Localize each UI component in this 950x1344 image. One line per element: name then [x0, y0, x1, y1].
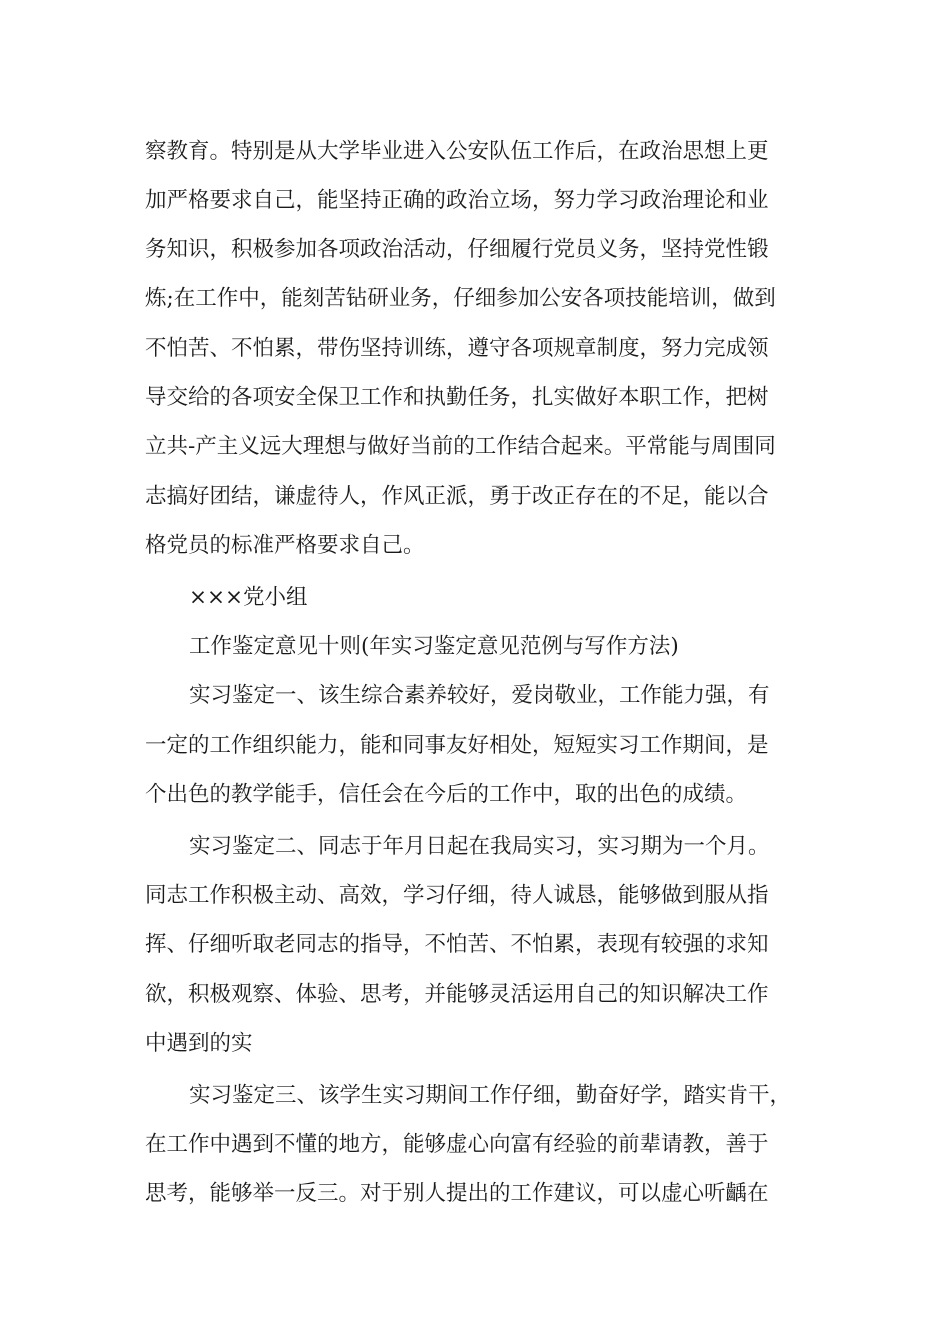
- text-line: 一定的工作组织能力，能和同事友好相处，短短实习工作期间，是: [145, 733, 769, 758]
- text-line: 个出色的教学能手，信任会在今后的工作中，取的出色的成绩。: [145, 782, 748, 807]
- text-line: 务知识，积极参加各项政治活动，仔细履行党员义务，坚持党性锻: [145, 237, 769, 262]
- text-line: 志搞好团结，谦虚待人，作风正派，勇于改正存在的不足，能以合: [145, 484, 769, 509]
- text-line: 中遇到的实: [145, 1031, 253, 1056]
- signature-party-group: ×××党小组: [189, 585, 308, 610]
- section-heading: 工作鉴定意见十则(年实习鉴定意见范例与写作方法): [189, 634, 679, 659]
- text-line: 挥、仔细听取老同志的指导，不怕苦、不怕累，表现有较强的求知: [145, 932, 769, 957]
- text-line: 同志工作积极主动、高效，学习仔细，待人诚恳，能够做到服从指: [145, 883, 769, 908]
- text-line: 思考，能够举一反三。对于别人提出的工作建议，可以虚心听齲在: [145, 1181, 769, 1206]
- text-line: 实习鉴定二、同志于年月日起在我局实习，实习期为一个月。: [189, 834, 770, 859]
- text-line: 立共-产主义远大理想与做好当前的工作结合起来。平常能与周围同: [145, 434, 776, 459]
- text-line: 欲，积极观察、体验、思考，并能够灵活运用自己的知识解决工作: [145, 982, 769, 1007]
- text-line: 实习鉴定一、该生综合素养较好，爱岗敬业，工作能力强，有: [189, 683, 770, 708]
- text-line: 格党员的标准严格要求自己。: [145, 533, 425, 558]
- text-line: 察教育。特别是从大学毕业进入公安队伍工作后，在政治思想上更: [145, 139, 769, 164]
- text-line: 实习鉴定三、该学生实习期间工作仔细，勤奋好学，踏实肯干，: [189, 1083, 792, 1108]
- text-line: 炼;在工作中，能刻苦钻研业务，仔细参加公安各项技能培训，做到: [145, 286, 776, 311]
- text-line: 加严格要求自己，能坚持正确的政治立场，努力学习政治理论和业: [145, 188, 769, 213]
- text-line: 在工作中遇到不懂的地方，能够虚心向富有经验的前辈请教，善于: [145, 1132, 769, 1157]
- text-line: 导交给的各项安全保卫工作和执勤任务，扎实做好本职工作，把树: [145, 385, 769, 410]
- text-line: 不怕苦、不怕累，带伤坚持训练，遵守各项规章制度，努力完成领: [145, 336, 769, 361]
